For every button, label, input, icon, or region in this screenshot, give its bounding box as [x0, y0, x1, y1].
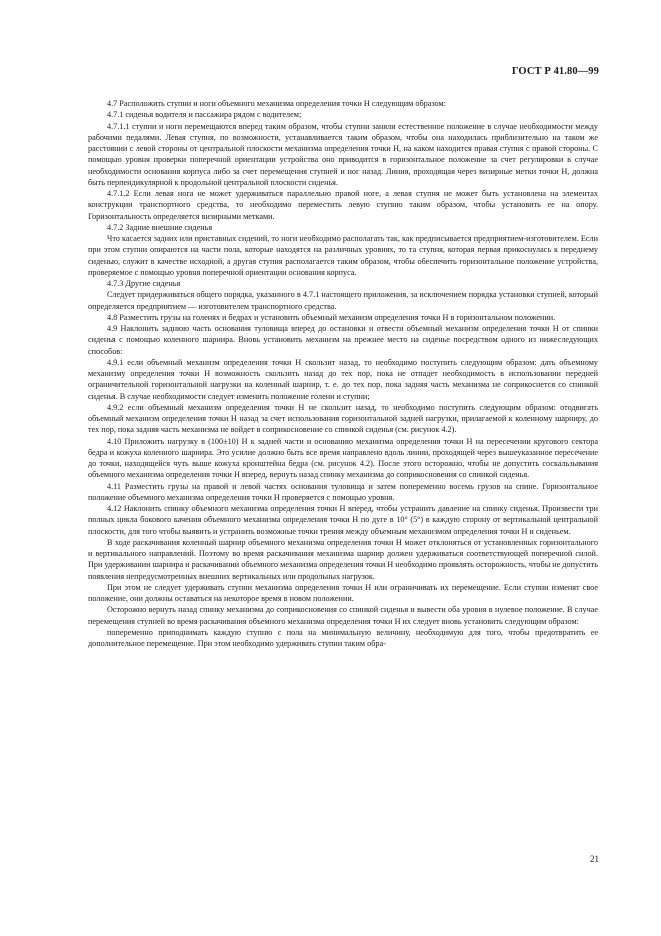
- paragraph-4-7-1: 4.7.1 сиденья водителя и пассажира рядом с водителем;: [107, 110, 302, 120]
- paragraph-rocking: В ходе раскачивания коленный шарнир объемного механизма определения точки H может отклоняться от установленных горизонтального и вертикального направлений. Поэтому во время раскачивания механизма шарнир должен удерживаться соответствующей поперечной силой. При удерживании шарнира и раскачивании объемного механизма определения точки H необходимо проявлять осторожность, чтобы не допустить появления непредусмотренных внешних вертикальных или продольных нагрузок.: [88, 537, 598, 581]
- paragraph-4-11: 4.11 Разместить грузы на правой и левой частях основания туловища и затем попеременно восемь грузов на спине. Горизонтальное положение объемного механизма определения точки H проверяется с помощью уровня.: [88, 481, 598, 502]
- paragraph-4-8: 4.8 Разместить грузы на голенях и бедрах и установить объемный механизм определения точки H в горизонтальном положении.: [107, 312, 556, 322]
- document-body: [88, 98, 598, 649]
- document-code-header: ГОСТ Р 41.80—99: [511, 66, 599, 77]
- paragraph-4-7: 4.7 Расположить ступни и ноги объемного механизма определения точки H следующим образом:: [107, 99, 446, 108]
- page-number: 21: [590, 854, 599, 864]
- paragraph-other-seats: Следует придерживаться общего порядка, указанного в 4.7.1 настоящего приложения, за исключением порядка установки ступней, который определяется предприятием — изготовителем транспортного средства.: [88, 290, 598, 311]
- paragraph-4-7-3: 4.7.3 Другие сиденья: [107, 279, 181, 288]
- paragraph-4-7-1-1: 4.7.1.1 ступни и ноги перемещаются вперед таким образом, чтобы ступни заняли естественное положение в случае необходимости между рабочими педалями. Левая ступня, по возможности, устанавливается таким образом, чтобы она находилась приблизительно на таком же расстоянии с левой стороны от центральной плоскости механизма определения точки H, на каком находится правая ступня с правой стороны. С помощью уровня проверки поперечной ориентации устройства оно приводится в горизонтальное положение за счет регулировки в случае необходимости основания корпуса либо за счет перемещения ступней и ног назад. Линия, проходящая через визирные метки точки H, должна быть перпендикулярной к продольной центральной плоскости сиденья.: [88, 121, 598, 187]
- paragraph-4-9: 4.9 Наклонить заднюю часть основания туловища вперед до остановки и отвести объемный механизм определения точки H от спинки сиденья с помощью коленного шарнира. Вновь установить механизм на прежнее место на сиденье посредством одного из нижеследующих способов:: [88, 324, 598, 356]
- paragraph-feet-hold: При этом не следует удерживать ступни механизма определения точки H или ограничивать их перемещение. Если ступни изменят свое положение, они должны оставаться на некоторое время в новом положении.: [88, 582, 598, 603]
- paragraph-return-back: Осторожно вернуть назад спинку механизма до соприкосновения со спинкой сиденья и вывести оба уровня в нулевое положение. В случае перемещения ступней во время раскачивания объемного механизма определения точки H их следует вновь установить следующим образом:: [88, 605, 598, 626]
- paragraph-lift-feet: попеременно приподнимать каждую ступню с пола на минимальную величину, необходимую для того, чтобы предотвратить ее дополнительное перемещение. При этом необходимо удерживать ступни таким обра-: [88, 627, 598, 648]
- paragraph-4-7-1-2: 4.7.1.2 Если левая нога не может удерживаться параллельно правой ноге, а левая ступня не может быть установлена на элементах конструкции транспортного средства, то необходимо переместить левую ступню таким образом, чтобы установить ее на опору. Горизонтальность определяется визирными метками.: [88, 189, 598, 221]
- paragraph-4-12: 4.12 Наклонить спинку объемного механизма определения точки H вперед, чтобы устранить давление на спинку сиденья. Произвести три полных цикла бокового качения объемного механизма определения точки H по дуге в 10° (5°) в каждую сторону от вертикальной центральной плоскости, для того чтобы выявить и устранить возможные точки трения между объемным механизмом определения точки H и сиденьем.: [88, 504, 598, 536]
- paragraph-4-9-1: 4.9.1 если объемный механизм определения точки H скользит назад, то необходимо поступить следующим образом: дать объемному механизму определения точки H возможность скользить назад до тех пор, пока не отпадет необходимость в использовании передней ограничительной горизонтальной нагрузки на коленный шарнир, т. е. до тех пор, пока задняя часть механизма не соприкоснется со спинкой сиденья. В случае необходимости следует изменить положение голени и ступни;: [88, 357, 598, 401]
- paragraph-4-10: 4.10 Приложить нагрузку в (100±10) Н к задней части и основанию механизма определения точки H на пересечении кругового сектора бедра и кожуха коленного шарнира. Это усилие должно быть все время направлено вдоль линии, проходящей через вышеуказанное пересечение до точки, находящейся чуть выше кожуха кронштейна бедра (см. рисунок 4.2). После этого осторожно, чтобы не допустить соскальзывания объемного механизма определения точки H вперед, вернуть назад спинку механизма до соприкосновения со спинкой сиденья.: [88, 436, 598, 480]
- paragraph-4-9-2: 4.9.2 если объемный механизм определения точки H не скользит назад, то необходимо поступить следующим образом: отодвигать объемный механизм определения точки H назад за счет использования горизонтальной задней нагрузки, прилагаемой к коленному шарниру, до тех пор, пока задняя часть механизма не войдет в соприкосновение со спинкой сиденья (см. рисунок 4.2).: [88, 402, 598, 435]
- paragraph-rear-seats: Что касается задних или приставных сидений, то ноги необходимо располагать так, как предписывается предприятием-изготовителем. Если при этом ступни опираются на части пола, которые находятся на различных уровнях, то та ступня, которая первая прикоснулась к переднему сиденью, служит в качестве исходной, а другая ступня располагается таким образом, чтобы обеспечить горизонтальное положение устройства, проверяемое с помощью уровня поперечной ориентации основания корпуса.: [88, 234, 598, 277]
- paragraph-4-7-2: 4.7.2 Задние внешние сиденья: [107, 222, 213, 232]
